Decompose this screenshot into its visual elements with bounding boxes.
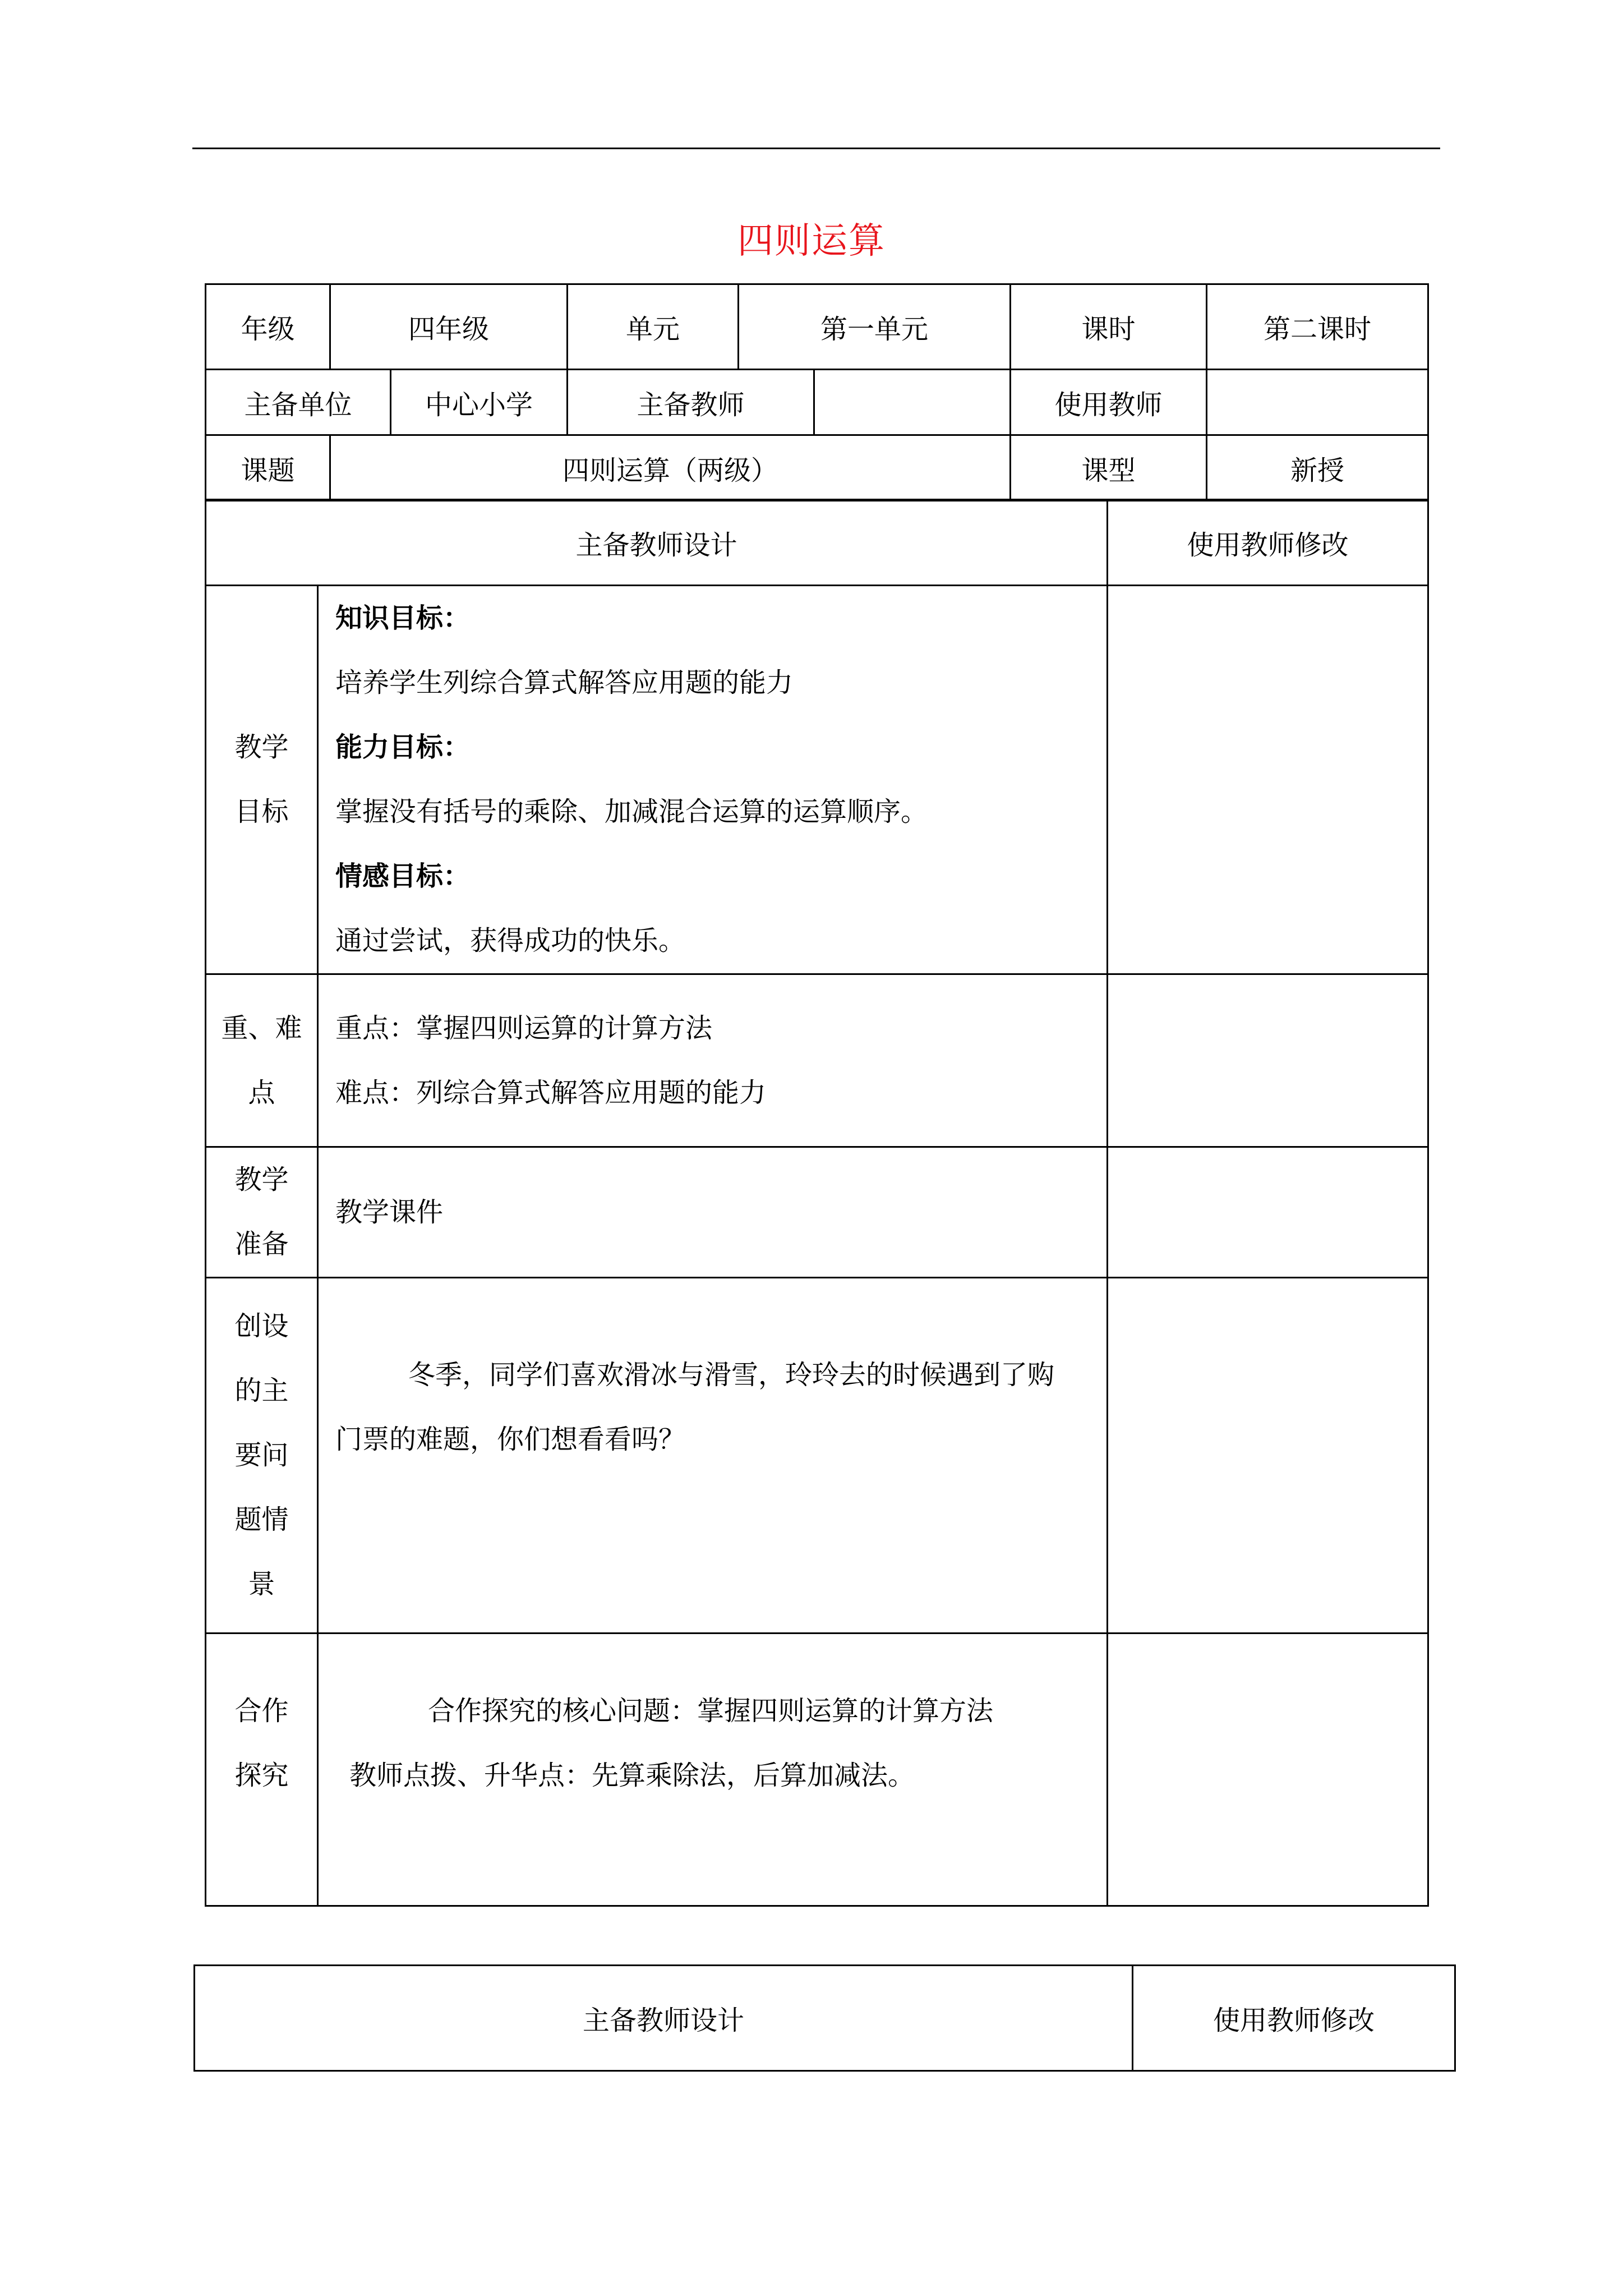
unit-label: 单元 [568, 284, 739, 370]
grade-label: 年级 [206, 284, 330, 370]
emotion-heading: 情感目标： [335, 861, 471, 892]
second-design-header: 主备教师设计 [195, 1966, 1133, 2071]
cooperation-label: 合作 探究 [206, 1634, 318, 1906]
lead-school-value: 中心小学 [391, 370, 568, 435]
using-teacher-label: 使用教师 [1011, 370, 1207, 435]
type-value: 新授 [1207, 435, 1428, 501]
cooperation-line-1: 合作探究的核心问题：掌握四则运算的计算方法 [428, 1695, 994, 1727]
page-title: 四则运算 [737, 220, 886, 262]
modify-header: 使用教师修改 [1108, 500, 1428, 586]
key-points-label: 重、难 点 [206, 974, 318, 1147]
ability-heading: 能力目标： [335, 731, 471, 763]
header-rule [192, 148, 1440, 149]
cooperation-content [318, 1634, 1108, 1906]
scenario-line-2: 门票的难题，你们想看看吗？ [335, 1424, 686, 1455]
lesson-table [205, 499, 1429, 1907]
design-header: 主备教师设计 [206, 500, 1108, 586]
ability-text: 掌握没有括号的乘除、加减混合运算的运算顺序。 [335, 796, 928, 827]
knowledge-text: 培养学生列综合算式解答应用题的能力 [335, 667, 794, 698]
period-value: 第二课时 [1207, 284, 1428, 370]
info-table [205, 283, 1429, 501]
preparation-label: 教学 准备 [206, 1147, 318, 1278]
emotion-text: 通过尝试，获得成功的快乐。 [335, 925, 686, 956]
lead-teacher-value [814, 370, 1011, 435]
lead-teacher-label: 主备教师 [568, 370, 814, 435]
preparation-content [318, 1147, 1108, 1278]
key-points-content [318, 974, 1108, 1147]
period-label: 课时 [1011, 284, 1207, 370]
topic-value: 四则运算（两级） [330, 435, 1011, 501]
key-point-text: 重点：掌握四则运算的计算方法 [335, 1012, 713, 1044]
difficult-point-text: 难点：列综合算式解答应用题的能力 [335, 1076, 767, 1108]
objectives-modify-cell [1108, 586, 1428, 974]
cooperation-modify-cell [1108, 1634, 1428, 1906]
second-modify-header: 使用教师修改 [1133, 1966, 1455, 2071]
scenario-line-1: 冬季，同学们喜欢滑冰与滑雪，玲玲去的时候遇到了购 [408, 1359, 1055, 1391]
preparation-modify-cell [1108, 1147, 1428, 1278]
unit-value: 第一单元 [739, 284, 1011, 370]
lead-school-label: 主备单位 [206, 370, 391, 435]
scenario-label: 创设 的主 要问 题情 景 [206, 1278, 318, 1634]
objectives-label: 教学 目标 [206, 586, 318, 974]
grade-value: 四年级 [330, 284, 568, 370]
topic-label: 课题 [206, 435, 330, 501]
knowledge-heading: 知识目标： [335, 602, 471, 634]
type-label: 课型 [1011, 435, 1207, 501]
scenario-modify-cell [1108, 1278, 1428, 1634]
scenario-content [318, 1278, 1108, 1634]
objectives-content [318, 586, 1108, 974]
cooperation-line-2: 教师点拨、升华点：先算乘除法，后算加减法。 [349, 1760, 915, 1791]
preparation-text: 教学课件 [335, 1196, 444, 1228]
using-teacher-value [1207, 370, 1428, 435]
key-points-modify-cell [1108, 974, 1428, 1147]
second-header-table [193, 1964, 1456, 2072]
